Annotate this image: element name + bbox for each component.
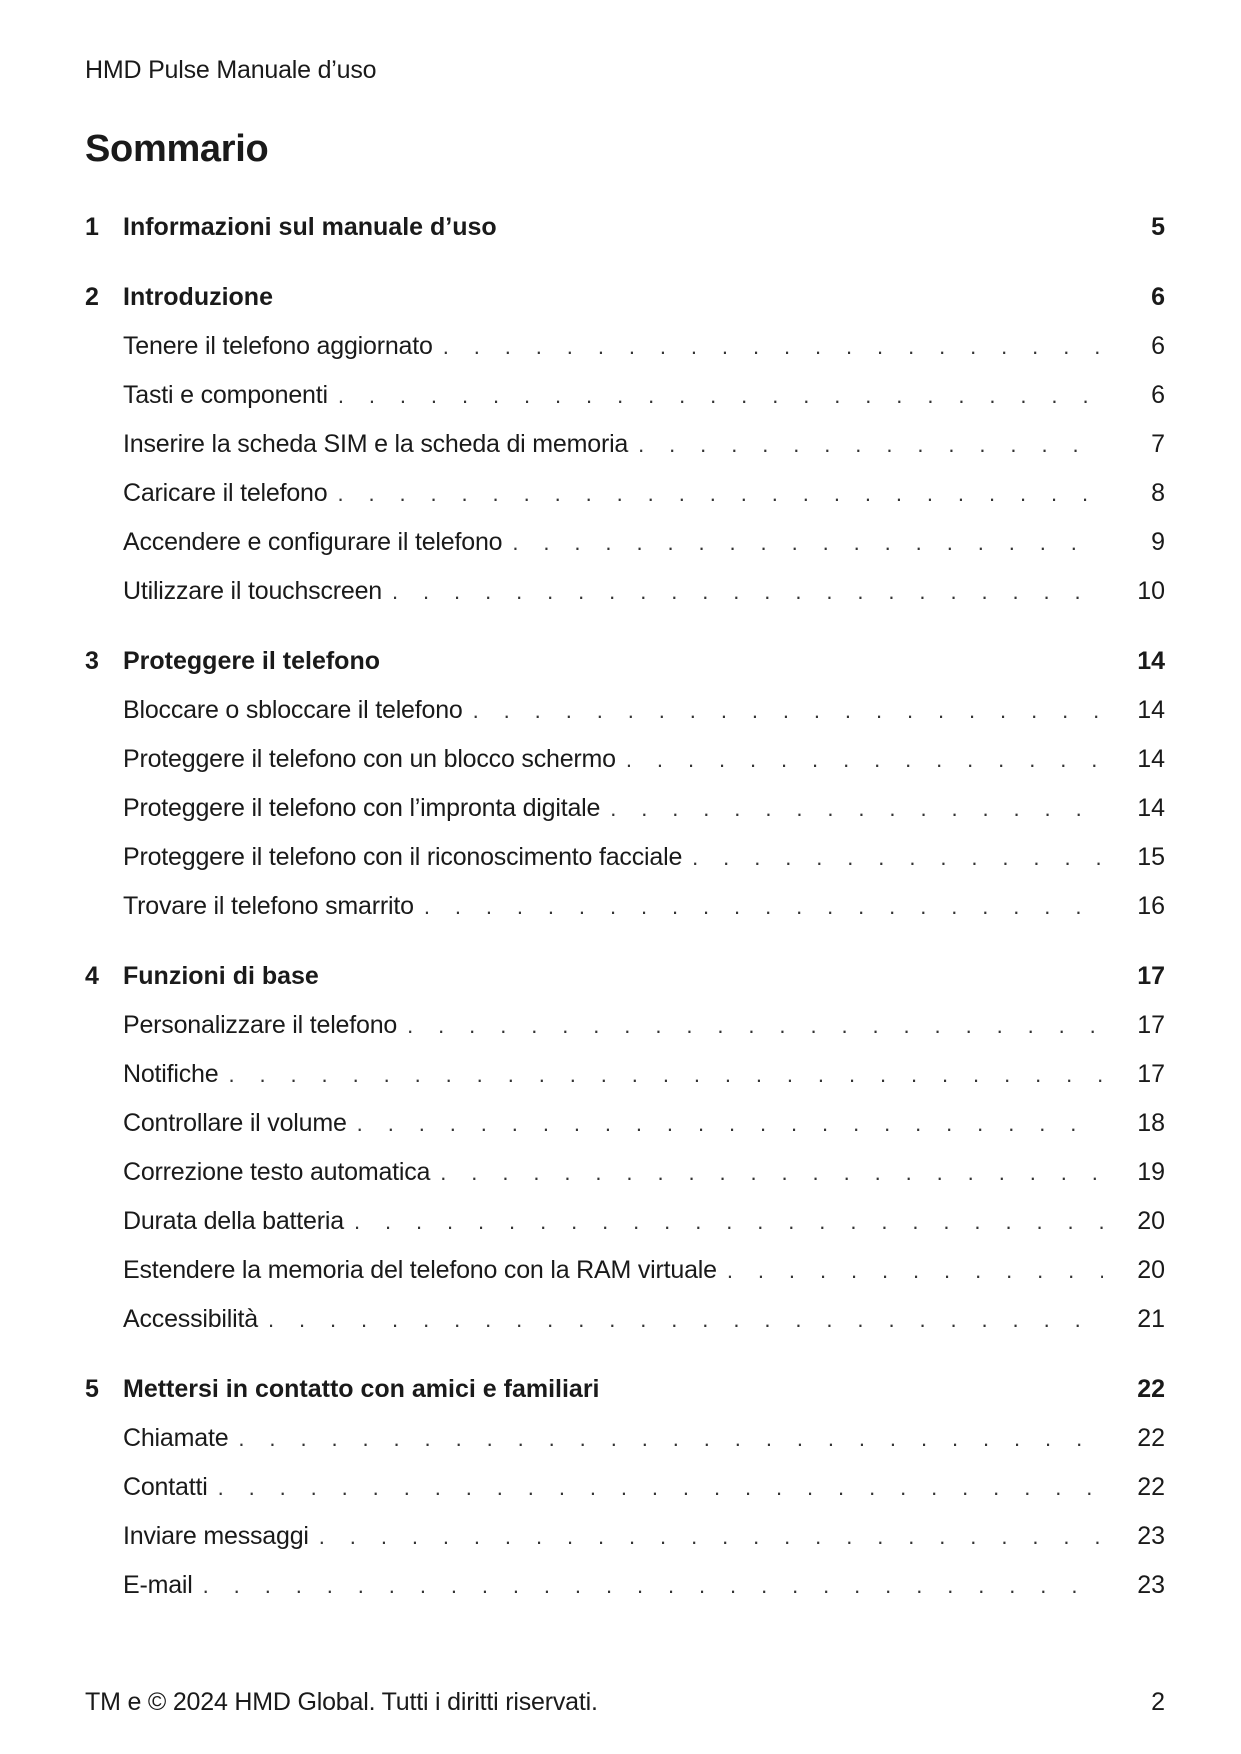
entry-page-number: 17 [1137,1011,1165,1039]
toc-entry[interactable] [85,794,1165,843]
dot-leader [319,1524,1103,1550]
toc-entry[interactable] [85,479,1165,528]
dot-leader [407,1013,1103,1039]
entry-page-number: 16 [1137,892,1165,920]
entry-title: Inserire la scheda SIM e la scheda di memoria [123,430,629,458]
toc-entry[interactable] [85,1158,1165,1207]
toc-entry[interactable] [85,1473,1165,1522]
section-title: Funzioni di base [123,962,319,990]
section-number: 1 [85,213,99,241]
entry-page-number: 14 [1137,745,1165,773]
entry-title: Accessibilità [123,1305,258,1333]
dot-leader [440,1160,1103,1186]
entry-page-number: 8 [1151,479,1165,507]
toc-section-heading[interactable] [85,647,1165,696]
dot-leader [338,383,1103,409]
dot-leader [424,894,1103,920]
dot-leader [337,481,1103,507]
footer-page-number: 2 [1151,1688,1165,1716]
dot-leader [473,698,1103,724]
section-number: 3 [85,647,99,675]
toc-section-heading[interactable] [85,1375,1165,1424]
dot-leader [626,747,1103,773]
entry-title: Estendere la memoria del telefono con la RAM virtuale [123,1256,717,1284]
toc-entry[interactable] [85,381,1165,430]
section-number: 4 [85,962,99,990]
toc-section [85,647,1165,941]
toc-entry[interactable] [85,332,1165,381]
entry-title: Correzione testo automatica [123,1158,431,1186]
section-title: Mettersi in contatto con amici e familiari [123,1375,600,1403]
entry-title: Proteggere il telefono con l’impronta digitale [123,794,601,822]
toc-entry[interactable] [85,528,1165,577]
entry-title: Personalizzare il telefono [123,1011,398,1039]
toc-entry[interactable] [85,1011,1165,1060]
entry-page-number: 20 [1137,1256,1165,1284]
document-header: HMD Pulse Manuale d’uso [85,56,377,84]
dot-leader [238,1426,1103,1452]
section-title: Informazioni sul manuale d’uso [123,213,497,241]
dot-leader [354,1209,1103,1235]
toc-entry[interactable] [85,1109,1165,1158]
toc-section [85,283,1165,626]
toc-entry[interactable] [85,1207,1165,1256]
toc-entry[interactable] [85,1060,1165,1109]
footer-copyright: TM e © 2024 HMD Global. Tutti i diritti riservati. [85,1688,598,1716]
toc-section [85,213,1165,262]
section-number: 2 [85,283,99,311]
entry-title: Caricare il telefono [123,479,328,507]
entry-title: Durata della batteria [123,1207,344,1235]
entry-page-number: 22 [1137,1424,1165,1452]
entry-page-number: 14 [1137,794,1165,822]
dot-leader [357,1111,1103,1137]
entry-page-number: 15 [1137,843,1165,871]
section-page-number: 22 [1137,1375,1165,1403]
toc-entry[interactable] [85,1522,1165,1571]
section-title: Introduzione [123,283,273,311]
entry-page-number: 6 [1151,332,1165,360]
section-page-number: 6 [1151,283,1165,311]
entry-title: Inviare messaggi [123,1522,309,1550]
toc-section-heading[interactable] [85,962,1165,1011]
entry-title: Accendere e configurare il telefono [123,528,503,556]
entry-title: E-mail [123,1571,193,1599]
dot-leader [638,432,1103,458]
entry-page-number: 21 [1137,1305,1165,1333]
entry-title: Bloccare o sbloccare il telefono [123,696,463,724]
dot-leader [203,1573,1103,1599]
section-title: Proteggere il telefono [123,647,380,675]
entry-page-number: 22 [1137,1473,1165,1501]
entry-title: Notifiche [123,1060,219,1088]
dot-leader [727,1258,1103,1284]
entry-page-number: 14 [1137,696,1165,724]
toc-entry[interactable] [85,1256,1165,1305]
dot-leader [443,334,1103,360]
entry-title: Proteggere il telefono con un blocco schermo [123,745,616,773]
entry-page-number: 17 [1137,1060,1165,1088]
entry-title: Contatti [123,1473,208,1501]
dot-leader [392,579,1103,605]
toc-entry[interactable] [85,745,1165,794]
toc-section [85,962,1165,1354]
entry-title: Controllare il volume [123,1109,347,1137]
section-page-number: 17 [1137,962,1165,990]
table-of-contents [85,213,1165,1641]
section-page-number: 5 [1151,213,1165,241]
toc-entry[interactable] [85,892,1165,941]
toc-entry[interactable] [85,577,1165,626]
entry-page-number: 18 [1137,1109,1165,1137]
entry-title: Utilizzare il touchscreen [123,577,382,605]
toc-section [85,1375,1165,1620]
entry-title: Chiamate [123,1424,229,1452]
toc-entry[interactable] [85,696,1165,745]
entry-title: Tenere il telefono aggiornato [123,332,433,360]
dot-leader [512,530,1103,556]
entry-page-number: 19 [1137,1158,1165,1186]
entry-title: Tasti e componenti [123,381,328,409]
toc-entry[interactable] [85,1571,1165,1620]
entry-title: Trovare il telefono smarrito [123,892,414,920]
toc-entry[interactable] [85,430,1165,479]
toc-entry[interactable] [85,1305,1165,1354]
entry-page-number: 20 [1137,1207,1165,1235]
entry-page-number: 9 [1151,528,1165,556]
toc-section-heading[interactable] [85,283,1165,332]
section-page-number: 14 [1137,647,1165,675]
entry-page-number: 23 [1137,1522,1165,1550]
entry-page-number: 7 [1151,430,1165,458]
dot-leader [692,845,1103,871]
page-title: Sommario [85,128,269,170]
toc-section-heading[interactable] [85,213,1165,262]
section-number: 5 [85,1375,99,1403]
entry-title: Proteggere il telefono con il riconoscimento facciale [123,843,683,871]
toc-entry[interactable] [85,1424,1165,1473]
toc-entry[interactable] [85,843,1165,892]
dot-leader [218,1475,1103,1501]
dot-leader [228,1062,1103,1088]
dot-leader [268,1307,1103,1333]
dot-leader [610,796,1103,822]
entry-page-number: 23 [1137,1571,1165,1599]
entry-page-number: 6 [1151,381,1165,409]
entry-page-number: 10 [1137,577,1165,605]
